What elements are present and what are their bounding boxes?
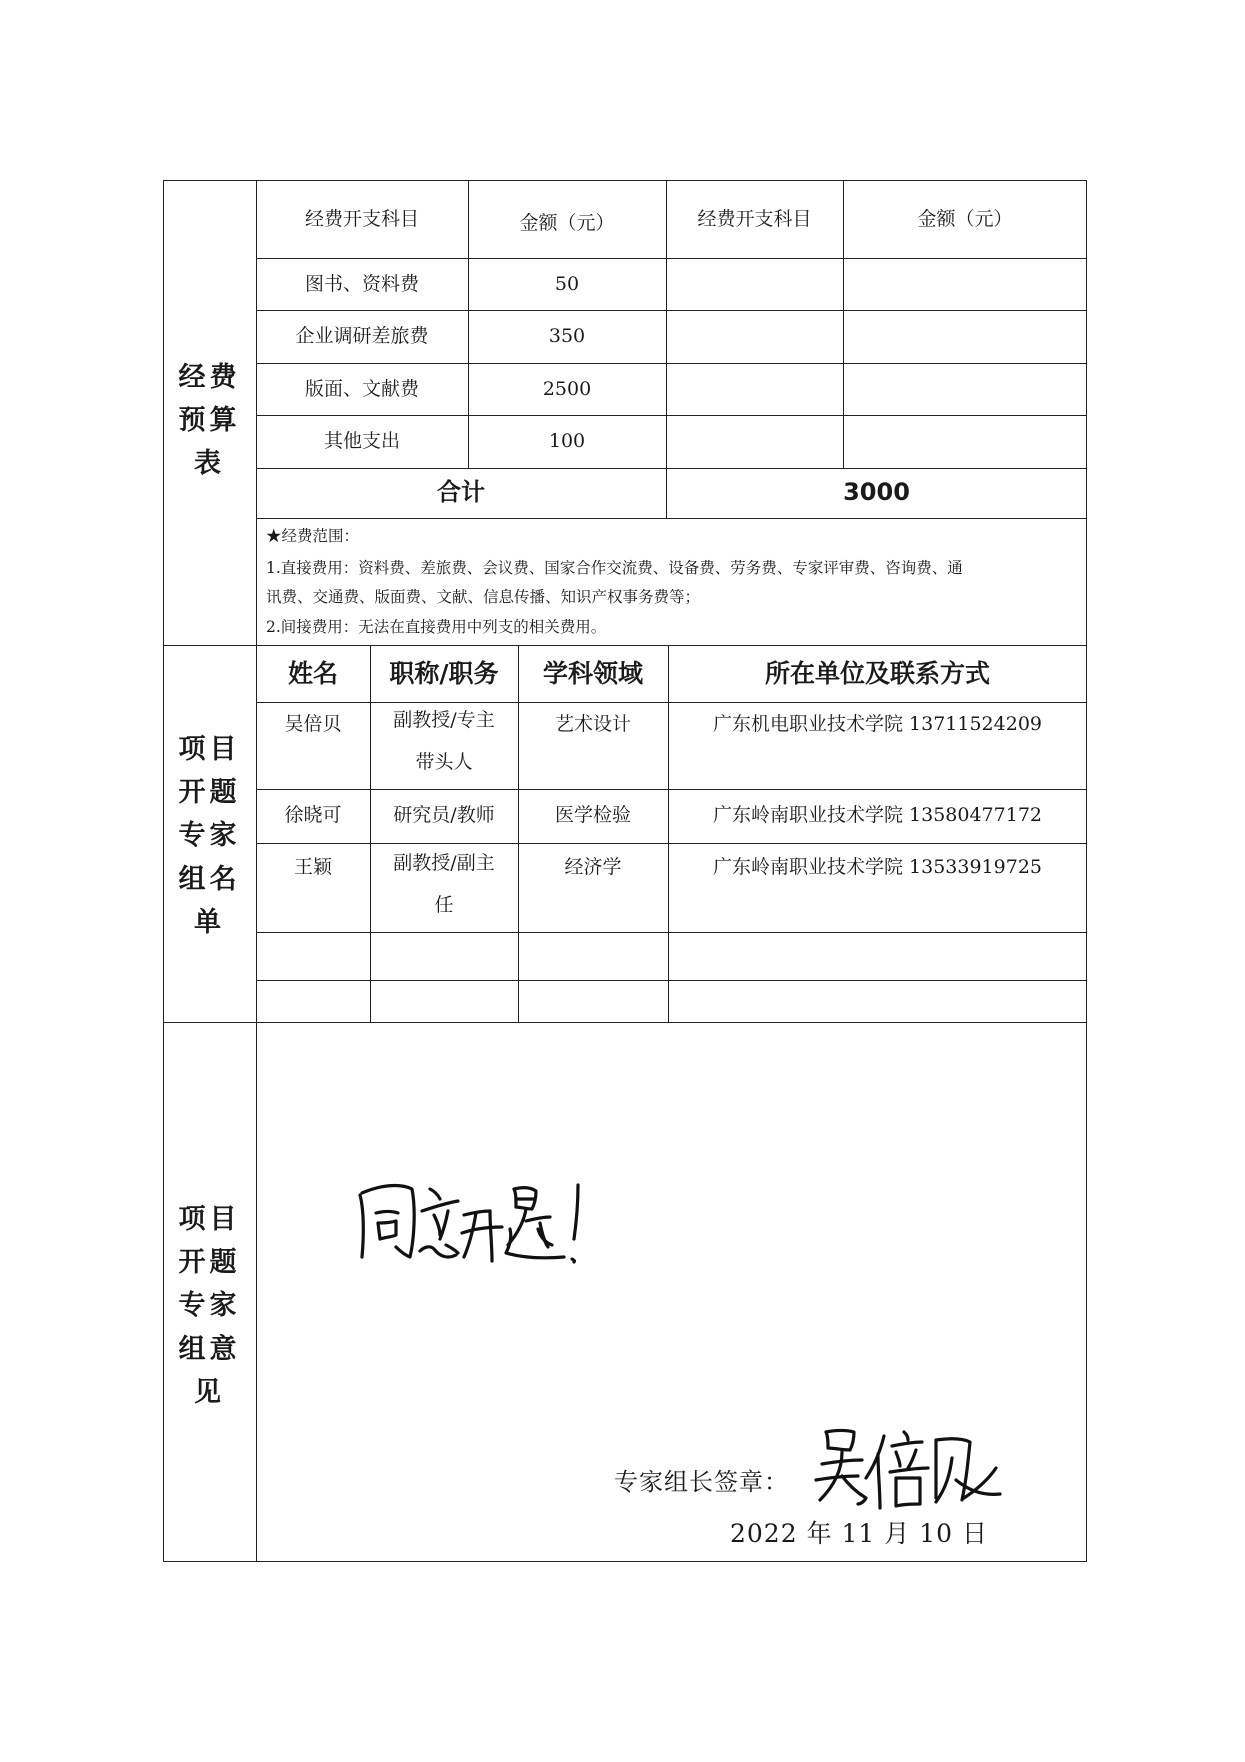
expert-field: 艺术设计	[554, 712, 631, 735]
section-divider	[163, 1022, 1087, 1023]
expert-row	[256, 789, 1087, 843]
budget-total-label: 合计	[437, 478, 485, 507]
experts-header-contact: 所在单位及联系方式	[764, 658, 990, 688]
expert-name: 吴倍贝	[284, 712, 342, 735]
expert-name: 王颖	[293, 855, 332, 878]
expert-field: 经济学	[564, 855, 622, 878]
budget-row-item: 版面、文献费	[304, 377, 419, 400]
expert-name: 徐晓可	[284, 803, 342, 826]
budget-header-amount: 金额（元）	[519, 211, 615, 234]
signature-label: 专家组长签章：	[614, 1468, 789, 1496]
experts-row-line	[256, 980, 1087, 981]
experts-row-line	[256, 932, 1087, 933]
expert-title: 研究员/教师	[393, 803, 495, 826]
budget-scope-line: 讯费、交通费、版面费、文献、信息传播、知识产权事务费等；	[266, 588, 701, 606]
expert-contact: 广东岭南职业技术学院 13533919725	[712, 855, 1042, 878]
opinion-section-label: 项目 开题 专家 组意 见	[178, 1204, 241, 1408]
budget-scope-title: ★经费范围：	[266, 527, 360, 545]
budget-row-amount: 2500	[542, 377, 592, 400]
budget-header-amount: 金额（元）	[917, 207, 1013, 230]
expert-row	[256, 702, 1087, 789]
budget-total-value: 3000	[843, 478, 910, 507]
budget-row-amount: 100	[548, 430, 586, 453]
budget-header-item: 经费开支科目	[304, 207, 419, 230]
budget-scope-line: 2.间接费用：无法在直接费用中列支的相关费用。	[266, 618, 607, 636]
expert-title: 副教授/副主 任	[393, 852, 495, 916]
budget-row-item: 其他支出	[323, 430, 400, 453]
budget-row-amount: 350	[548, 325, 586, 348]
budget-row-item: 图书、资料费	[304, 272, 419, 295]
expert-contact: 广东机电职业技术学院 13711524209	[712, 712, 1042, 735]
experts-section-label: 项目 开题 专家 组名 单	[178, 734, 241, 938]
expert-field: 医学检验	[554, 803, 631, 826]
expert-row	[256, 843, 1087, 932]
expert-title: 副教授/专主 带头人	[393, 709, 495, 773]
experts-header-field: 学科领域	[542, 658, 643, 688]
signature-handwriting	[808, 1418, 1008, 1518]
experts-header-name: 姓名	[287, 658, 338, 688]
budget-row-amount: 50	[554, 272, 580, 295]
experts-header-title: 职称/职务	[389, 658, 499, 688]
budget-header-item: 经费开支科目	[697, 207, 812, 230]
expert-contact: 广东岭南职业技术学院 13580477172	[712, 803, 1042, 826]
budget-section-label: 经费 预算 表	[178, 362, 241, 480]
budget-scope-line: 1.直接费用：资料费、差旅费、会议费、国家合作交流费、设备费、劳务费、专家评审费、咨询费、通	[266, 559, 963, 577]
budget-row-item: 企业调研差旅费	[295, 325, 429, 348]
signature-date: 2022 年 11 月 10 日	[730, 1519, 988, 1548]
budget-row-line	[256, 518, 1087, 519]
handwritten-opinion	[350, 1165, 590, 1275]
